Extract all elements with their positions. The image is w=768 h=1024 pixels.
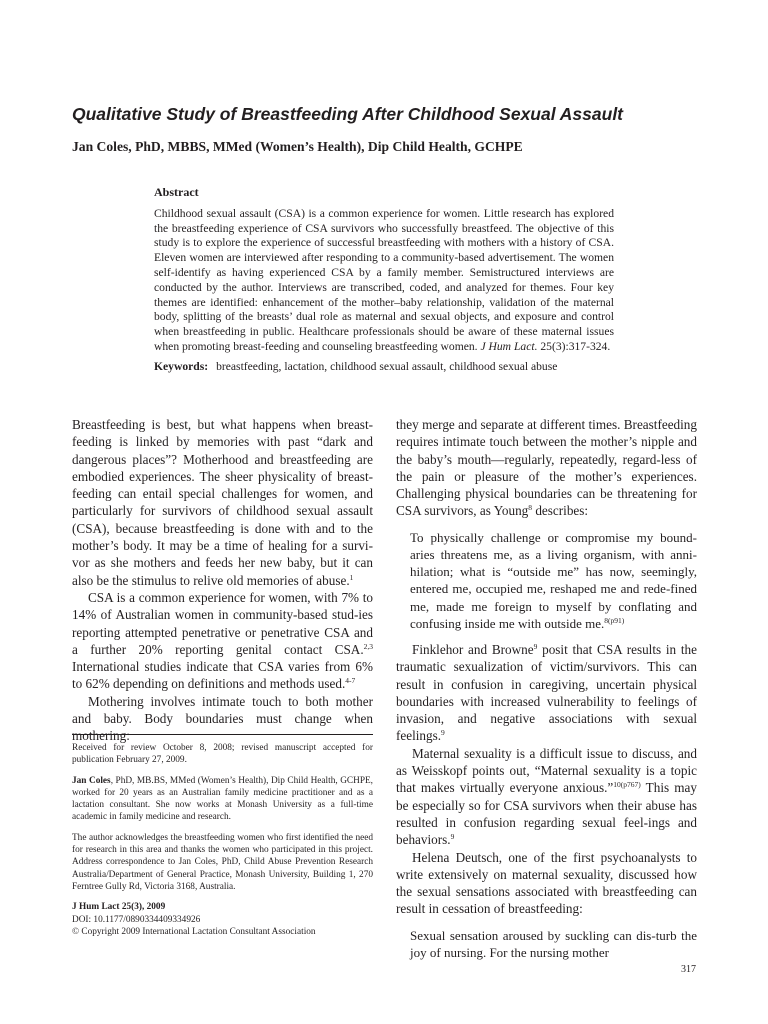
page-number: 317 xyxy=(681,964,696,975)
quote-text: To physically challenge or compromise my bound-aries threatens me, as a living organism, with anni-hilation; what is “outside me” has now, seemingly, entered me, occupied me, reshaped me and rede-fined me, made me foreign to myself by conflating and confusing inside me with outside me. xyxy=(410,529,697,631)
paragraph xyxy=(396,416,697,520)
author-bio xyxy=(72,775,373,824)
paragraph-text: Breastfeeding is best, but what happens when breast-feeding is linked by memories with past “dark and dangerous places”? Motherhood and breastfeeding are embodied experiences. The sheer physicality of breast-feeding can entail special challenges for women, and particularly for survivors of childhood sexual assault (CSA), because breastfeeding is done with and to the mother’s body. It may be a time of healing for a survi-vor as she mothers and feeds her new baby, but it can also be the stimulus to relive old memories of abuse. xyxy=(72,417,373,588)
citation-sup: 9 xyxy=(441,728,445,738)
citation-sup: 1 xyxy=(349,572,354,582)
block-quote xyxy=(410,529,697,632)
right-column xyxy=(396,416,697,970)
paragraph-text: Finklehor and Browne xyxy=(412,642,534,657)
paragraph-text: This may be especially so for CSA survivors when their abuse has resulted in confusion regarding sexual feel-ings and behaviors. xyxy=(396,780,697,848)
author-line: Jan Coles, PhD, MBBS, MMed (Women’s Health), Dip Child Health, GCHPE xyxy=(72,139,523,154)
paragraph xyxy=(72,589,373,693)
acknowledgment-note: The author acknowledges the breastfeeding women who first identified the need for research in this area and thanks the women who participated in this project. Address correspondence to Jan Coles, PhD, Child Abuse Prevention Research Australia/Department of General Practice, Monash University, Building 1, 270 Ferntree Gully Rd, Victoria 3168, Australia. xyxy=(72,832,373,892)
paragraph xyxy=(396,745,697,849)
paragraph: Mothering involves intimate touch to both mother and baby. Body boundaries must change when mothering: xyxy=(72,693,373,744)
article-title: Qualitative Study of Breastfeeding After Childhood Sexual Assault xyxy=(72,104,624,124)
footnote-divider xyxy=(72,734,373,735)
citation-sup: 9 xyxy=(450,832,455,842)
doi-line: DOI: 10.1177/0890334409334926 xyxy=(72,914,201,925)
citation-sup: 2,3 xyxy=(363,641,373,651)
paragraph-text: they merge and separate at different times. Breastfeeding requires intimate touch between the mother’s nipple and the baby’s mouth—regularly, repeatedly, regard-less of the pain or pleasure of the mother’s experiences. Challenging physical boundaries can be threatening for CSA survivors, as Young xyxy=(396,417,697,519)
footnotes xyxy=(72,742,373,938)
left-column xyxy=(72,416,373,745)
paragraph xyxy=(72,416,373,589)
citation-sup: 10(p767) xyxy=(613,780,641,790)
author-bio-name: Jan Coles xyxy=(72,775,111,786)
paragraph-text: Maternal sexuality is a difficult issue to discuss, and as Weisskopf points out, “Maternal sexuality is a topic that makes virtually everyone anxious.” xyxy=(396,745,697,796)
citation-sup: 9 xyxy=(533,642,538,651)
abstract-section xyxy=(154,185,614,375)
paragraph-text: CSA is a common experience for women, with 7% to 14% of Australian women in community-based stud-ies reporting attempted penetrative or penetrative CSA and a further 20% reporting genital contact CSA. xyxy=(72,589,373,657)
abstract-text: Childhood sexual assault (CSA) is a common experience for women. Little research has explored the breastfeeding experience of CSA survivors who successfully breastfeed. The objective of this study is to explore the experience of successful breastfeeding with mothers with a history of CSA. Eleven women are interviewed after responding to a community-based advertisement. The women self-identify as having experienced CSA by a family member. Semistructured interviews are conducted by the author. Interviews are transcribed, coded, and analyzed for themes. Four key themes are identified: enhancement of the mother–baby relationship, validation of the maternal body, splitting of the breasts’ dual role as maternal and sexual objects, and exposure and control when breastfeeding in public. Healthcare professionals should be aware of these maternal issues when promoting breast-feeding and counseling breastfeeding women. xyxy=(154,206,614,353)
abstract-heading: Abstract xyxy=(154,185,199,199)
copyright-line: © Copyright 2009 International Lactation Consultant Association xyxy=(72,926,316,937)
block-quote: Sexual sensation aroused by suckling can dis-turb the joy of nursing. For the nursing mother xyxy=(410,927,697,960)
keywords-list: breastfeeding, lactation, childhood sexual assault, childhood sexual abuse xyxy=(216,359,558,373)
paragraph xyxy=(396,641,697,745)
citation-sup: 4-7 xyxy=(345,676,356,686)
citation-block xyxy=(72,901,373,938)
citation-sup: 8(p91) xyxy=(604,615,625,625)
citation-sup: 8 xyxy=(528,503,533,513)
paragraph-text: describes: xyxy=(532,503,589,519)
paragraph: Helena Deutsch, one of the first psychoanalysts to write extensively on maternal sexuality, discussed how the sexual sensations associated with breastfeeding can result in cessation of breastfeeding: xyxy=(396,849,697,917)
abstract-journal: J Hum Lact. xyxy=(480,339,538,353)
abstract-ref: 25(3):317-324. xyxy=(540,339,611,353)
keywords-label: Keywords: xyxy=(154,359,209,373)
journal-citation: J Hum Lact 25(3), 2009 xyxy=(72,902,166,913)
abstract-body xyxy=(154,207,614,355)
keywords-line xyxy=(154,360,614,375)
paragraph-text: International studies indicate that CSA varies from 6% to 62% depending on definitions and methods used. xyxy=(72,659,373,692)
author-bio-text: , PhD, MB.BS, MMed (Women’s Health), Dip Child Health, GCHPE, worked for 20 years as an Australian family medicine practitioner and as a lactation consultant. She now works at Monash University as a full-time academic in family medicine and research. xyxy=(72,775,374,823)
paragraph-text: posit that CSA results in the traumatic sexualization of victim/survivors. This can result in confusion in caregiving, uncertain physical boundaries with increased vulnerability to feelings of invasion, and negative associations with sexual feelings. xyxy=(396,642,698,744)
received-note: Received for review October 8, 2008; revised manuscript accepted for publication February 27, 2009. xyxy=(72,743,373,766)
